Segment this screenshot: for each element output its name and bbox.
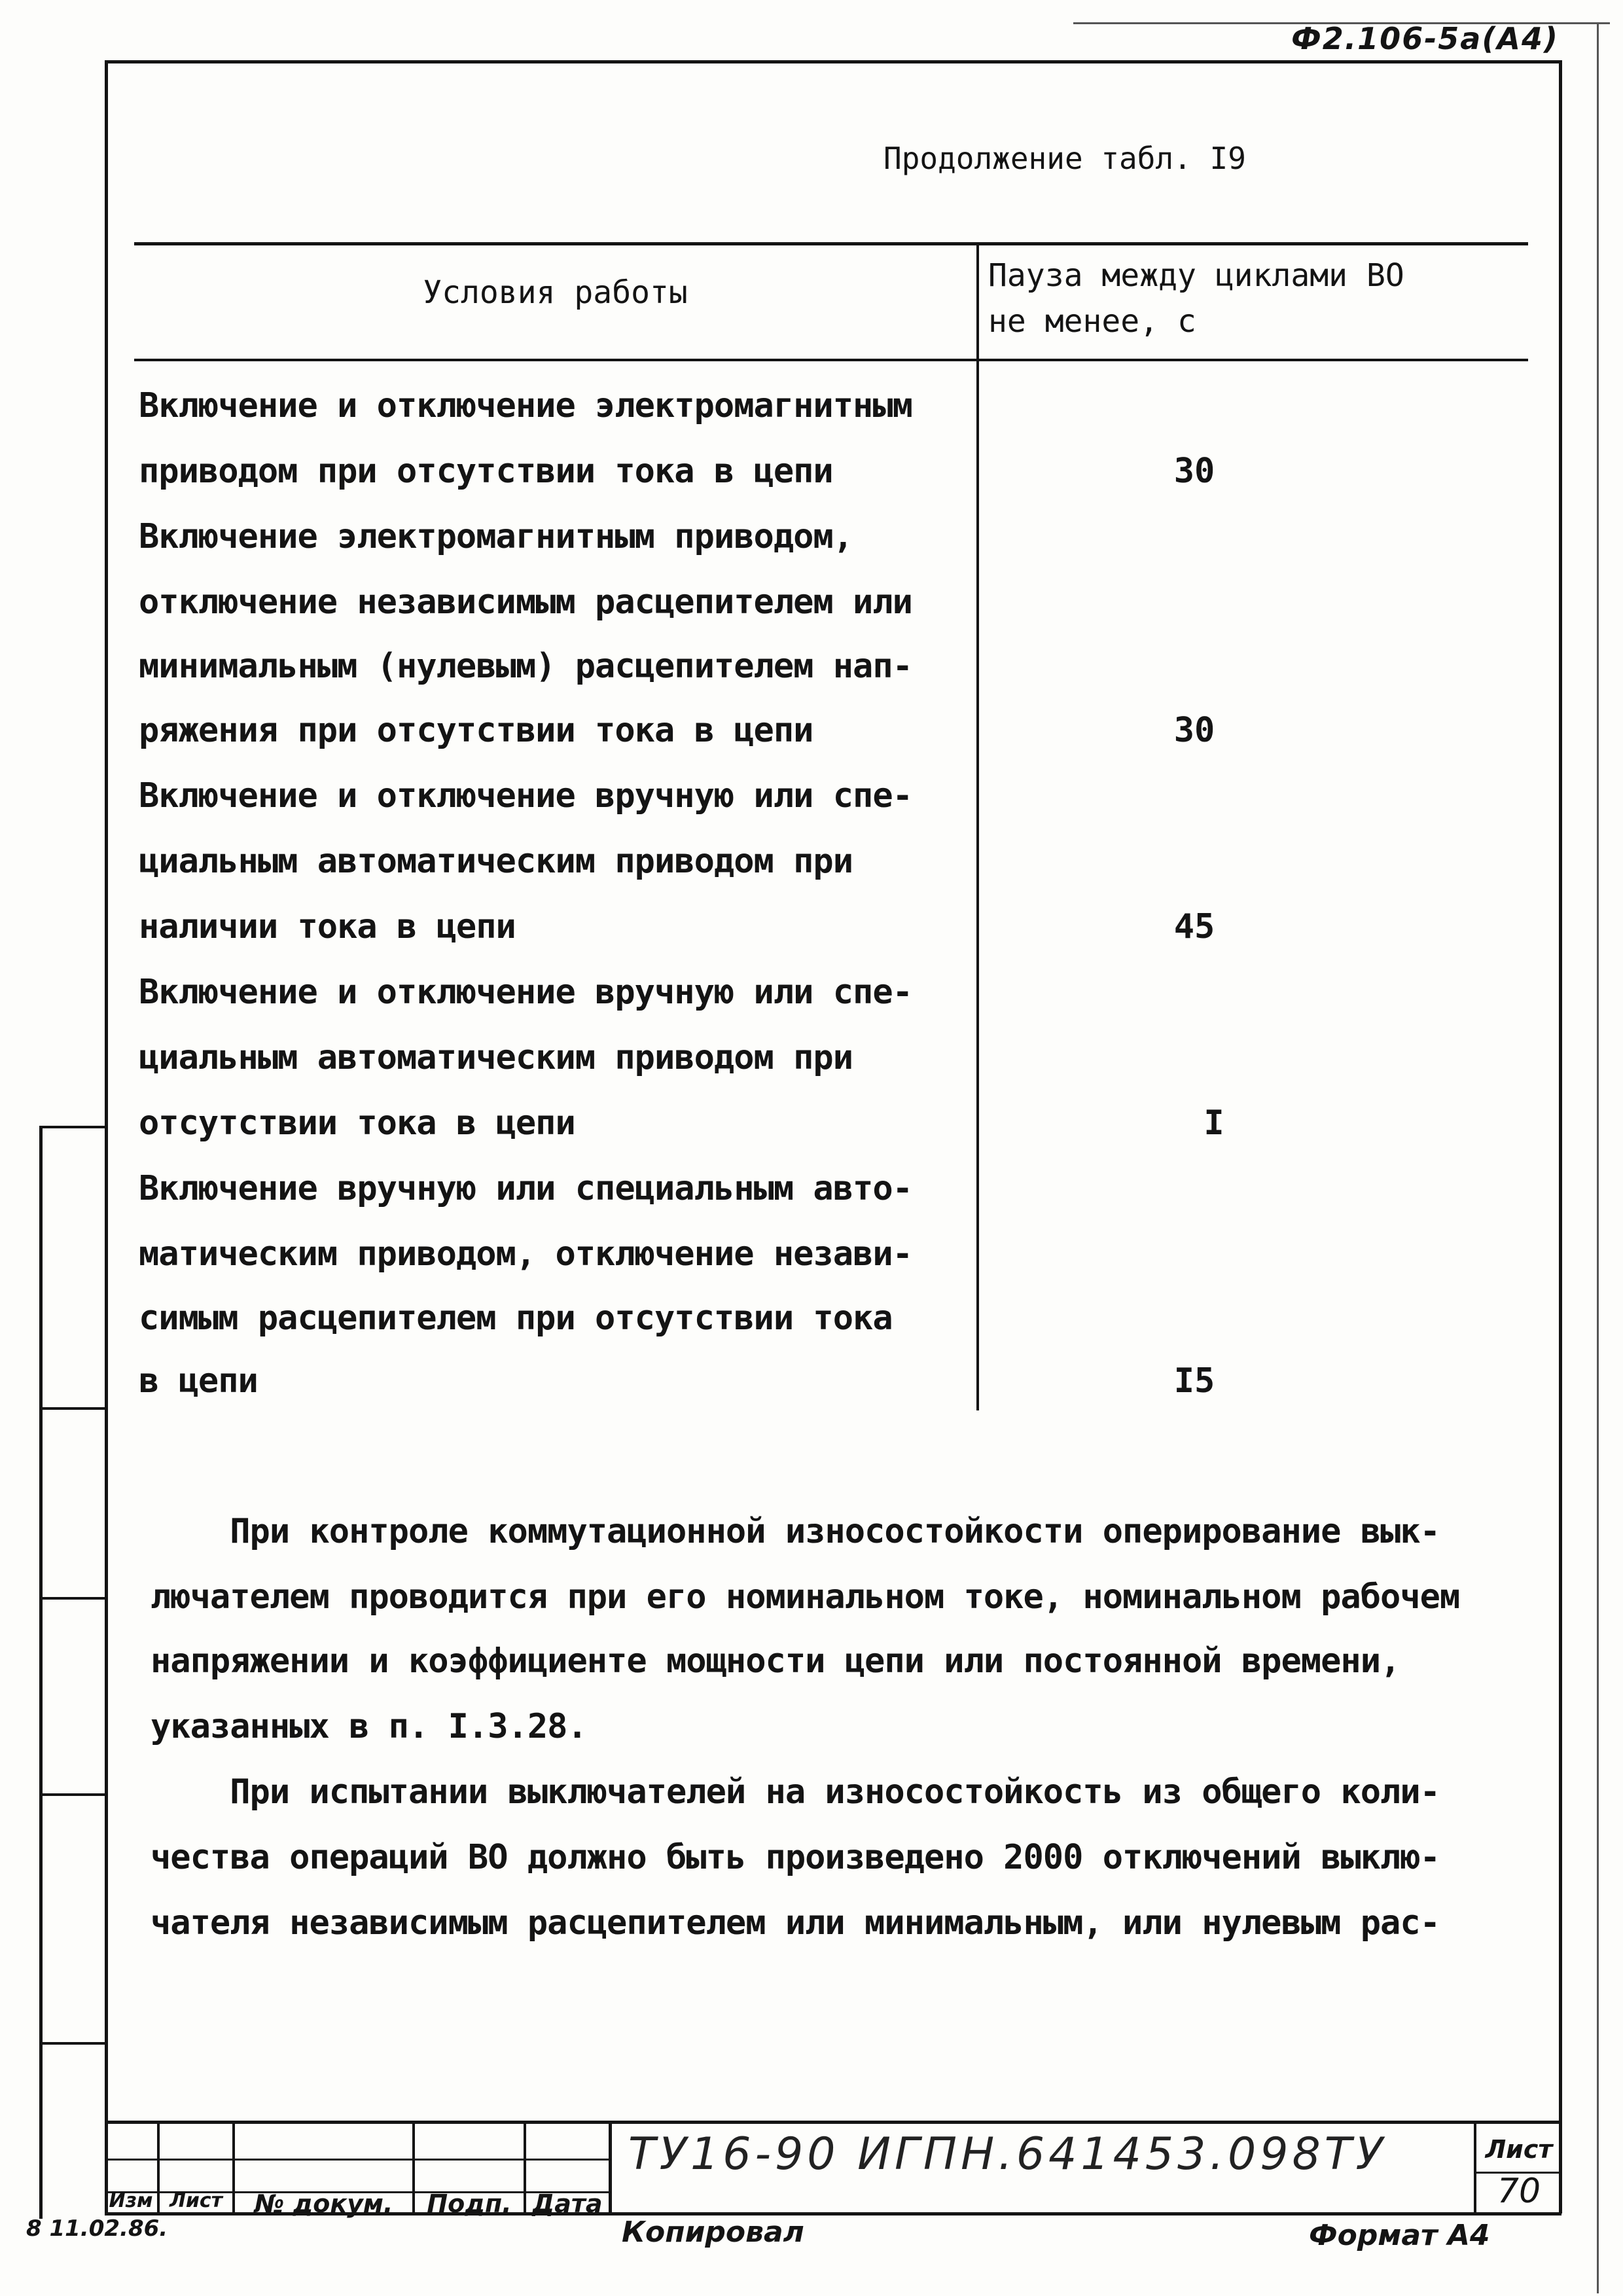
table-row-4-line-3: отсутствии тока в цепи: [139, 1103, 575, 1143]
stamp-col-sign: Подп.: [427, 2189, 512, 2218]
stamp-col-list: Лист: [169, 2189, 223, 2212]
para2-line-1: При испытании выключателей на износостойкость из общего коли-: [151, 1772, 1440, 1812]
table-row-1-line-2: приводом при отсутствии тока в цепи: [139, 452, 833, 491]
para2-line-2: чества операций ВО должно быть произведено 2000 отключений выклю-: [151, 1838, 1440, 1877]
table-row-2-line-1: Включение электромагнитным приводом,: [139, 517, 853, 556]
table-row-5-value: I5: [1173, 1361, 1215, 1401]
table-row-4-line-1: Включение и отключение вручную или спе-: [139, 973, 912, 1012]
col-pause-header-1: Пауза между циклами ВО: [988, 257, 1404, 294]
table-row-5-line-1: Включение вручную или специальным авто-: [139, 1169, 912, 1208]
stamp-col-doc: № докум.: [254, 2189, 393, 2218]
document-code: ТУ16-90 ИГПН.641453.098ТУ: [628, 2128, 1387, 2180]
bottom-note: 8 11.02.86.: [26, 2215, 168, 2242]
table-row-5-line-2: матическим приводом, отключение незави-: [139, 1234, 912, 1274]
continuation-label: Продолжение табл. I9: [883, 141, 1246, 176]
table-row-4-line-2: циальным автоматическим приводом при: [139, 1038, 853, 1077]
para1-line-1: При контроле коммутационной износостойкости оперирование вык-: [151, 1512, 1440, 1551]
table-row-1-value: 30: [1173, 452, 1215, 491]
col-pause-header-2: не менее, с: [988, 303, 1196, 340]
table-row-5-line-3: симым расцепителем при отсутствии тока: [139, 1299, 893, 1338]
table-row-3-line-2: циальным автоматическим приводом при: [139, 842, 853, 881]
table-row-3-line-3: наличии тока в цепи: [139, 907, 516, 946]
para1-line-4: указанных в п. I.3.28.: [151, 1707, 587, 1746]
table-row-3-value: 45: [1173, 907, 1215, 946]
table-row-2-line-4: ряжения при отсутствии тока в цепи: [139, 711, 813, 750]
stamp-col-date: Дата: [532, 2189, 603, 2218]
para2-line-3: чателя независимым расцепителем или минимальным, или нулевым рас-: [151, 1903, 1440, 1943]
table-row-3-line-1: Включение и отключение вручную или спе-: [139, 776, 912, 816]
table-row-1-line-1: Включение и отключение электромагнитным: [139, 386, 912, 425]
stamp-col-izm: Изм: [109, 2189, 153, 2212]
format-label: Формат А4: [1309, 2219, 1490, 2252]
col-conditions-header: Условия работы: [423, 274, 688, 311]
sheet-label: Лист: [1485, 2135, 1553, 2164]
form-code: Ф2.106-5а(А4): [1291, 21, 1559, 56]
table-row-5-line-4: в цепи: [139, 1361, 258, 1401]
table-row-4-value: I: [1204, 1103, 1224, 1143]
para1-line-3: напряжении и коэффициенте мощности цепи или постоянной времени,: [151, 1641, 1400, 1681]
copied-label: Копировал: [622, 2215, 804, 2249]
table-row-2-value: 30: [1173, 711, 1215, 750]
sheet-number: 70: [1497, 2172, 1541, 2211]
para1-line-2: лючателем проводится при его номинальном токе, номинальном рабочем: [151, 1577, 1460, 1617]
table-row-2-line-3: минимальным (нулевым) расцепителем нап-: [139, 647, 912, 686]
table-row-2-line-2: отключение независимым расцепителем или: [139, 583, 912, 622]
